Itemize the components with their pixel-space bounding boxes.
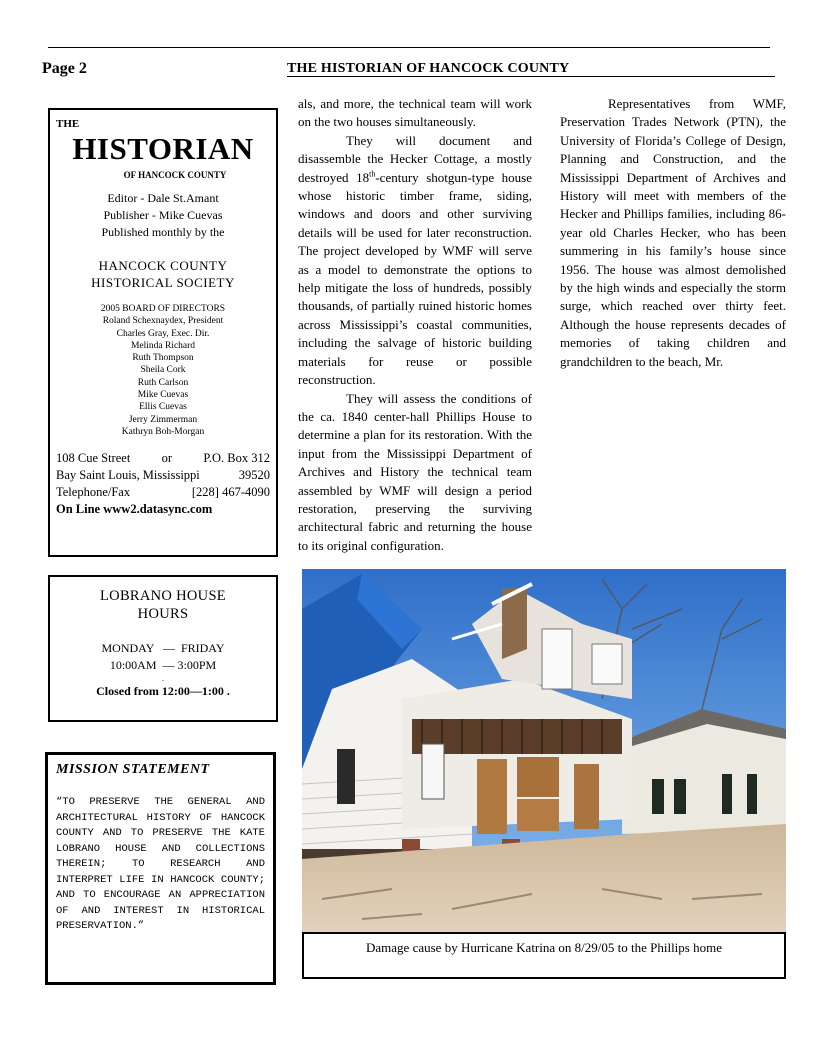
masthead-box [48, 108, 278, 557]
article-column-middle [298, 95, 532, 555]
address-street: 108 Cue Street [56, 451, 131, 465]
article-column-right [560, 95, 786, 371]
board-list [50, 303, 276, 438]
masthead-title: HISTORIAN [72, 131, 254, 166]
article-text: -century shotgun-type house whose historic timber frame, siding, windows and doors and other surviving details will be used for later reconstruction. The project developed by WMF will serve as a model to demonstrate the options to help mitigate the loss of hundreds, possibly thousands, of partially ruined historic homes across Mississippi’s coastal communities, including the salvage of historic building materials for reuse or possible reconstruction. [298, 169, 532, 388]
board-heading: 2005 BOARD OF DIRECTORS [100, 304, 226, 314]
board-member: Ruth Carlson [137, 377, 189, 388]
staff-publisher: Publisher - Mike Cuevas [103, 208, 223, 222]
phone-label: Telephone/Fax [56, 485, 131, 499]
staff-editor: Editor - Dale St.Amant [107, 191, 219, 205]
society-line: HISTORICAL SOCIETY [91, 275, 235, 290]
hours-closed: Closed from 12:00—1:00 . [96, 684, 230, 698]
photo-caption: Damage cause by Hurricane Katrina on 8/29/05 to the Phillips home [366, 940, 722, 955]
title-underline [287, 76, 775, 77]
hours-title-line: HOURS [137, 606, 189, 622]
hurricane-damage-photo [302, 569, 786, 932]
mission-title: MISSION STATEMENT [56, 762, 210, 777]
staff-list [50, 190, 276, 241]
hours-box [48, 575, 278, 722]
hours-title-line: LOBRANO HOUSE [100, 588, 226, 604]
superscript: th [369, 169, 376, 179]
address-city: Bay Saint Louis, Mississippi [56, 468, 200, 482]
board-member: Ellis Cuevas [139, 402, 187, 413]
board-member: Sheila Cork [140, 365, 186, 376]
address-box: P.O. Box 312 [203, 451, 270, 465]
society-line: HANCOCK COUNTY [98, 258, 228, 273]
board-member: Jerry Zimmerman [128, 414, 198, 425]
contact-info [56, 450, 270, 518]
address-zip: 39520 [238, 468, 270, 482]
top-rule [48, 47, 770, 48]
board-member: Ruth Thompson [132, 353, 194, 364]
board-member: Melinda Richard [130, 340, 196, 351]
phone-number: [228] 467-4090 [191, 485, 270, 499]
masthead-subtitle: OF HANCOCK COUNTY [123, 170, 227, 180]
board-member: Mike Cuevas [137, 390, 189, 401]
article-paragraph: Representatives from WMF, Preservation Trades Network (PTN), the University of Florida’s College of Design, Planning and Construction, and the Mississippi Department of Archives and History will meet with members of the Hecker and Phillips families, including 86-year old Charles Hecker, who has been summering in his family’s house since 1956. The house was almost demolished by the high winds and especially the storm surge, which reached over thirty feet. Although the house represents decades of memories of taking children and grandchildren to the beach, Mr. [560, 96, 786, 369]
online-address: On Line www2.datasync.com [56, 502, 213, 516]
mission-box [45, 752, 276, 985]
article-paragraph: They will assess the conditions of the ca. 1840 center-hall Phillips House to determine a plan for its restoration. With the input from the Mississippi Department of Archives and History the technical team assembled by WMF will design a period restoration, preserving the surviving architectural fabric and returning the house to its original configuration. [298, 390, 532, 553]
masthead-the: THE [56, 118, 80, 130]
hours-time: 10:00AM — 3:00PM [109, 658, 217, 672]
society-name [50, 257, 276, 291]
article-text: They will document and disassemble the Hecker Cottage, a mostly destroyed 18 [298, 132, 532, 185]
article-paragraph [298, 132, 532, 390]
house-photo-illustration [302, 569, 786, 932]
hours-title [50, 587, 276, 623]
page-number: Page 2 [42, 60, 87, 77]
running-title: THE HISTORIAN OF HANCOCK COUNTY [287, 61, 570, 76]
hours-days: MONDAY — FRIDAY [101, 641, 225, 655]
board-member: Charles Gray, Exec. Dir. [116, 328, 210, 339]
mission-text: “TO PRESERVE THE GENERAL AND ARCHITECTURAL HISTORY OF HANCOCK COUNTY AND TO PRESERVE THE KATE LOBRANO HOUSE AND COLLECTIONS THEREIN; TO RESEARCH AND INTERPRET LIFE IN HANCOCK COUNTY; AND TO ENCOURAGE AN APPRECIATION OF AND INTEREST IN HISTORICAL PRESERVATION.” [56, 796, 265, 932]
hours-schedule [50, 640, 276, 700]
article-paragraph: als, and more, the technical team will work on the two houses simultaneously. [298, 96, 532, 130]
photo-caption-box [302, 932, 786, 979]
hours-dot: . [162, 674, 164, 683]
board-member: Kathryn Boh-Morgan [121, 426, 205, 437]
address-or: or [161, 451, 173, 465]
staff-published: Published monthly by the [101, 225, 225, 239]
board-member: Roland Schexnaydex, President [102, 316, 224, 327]
